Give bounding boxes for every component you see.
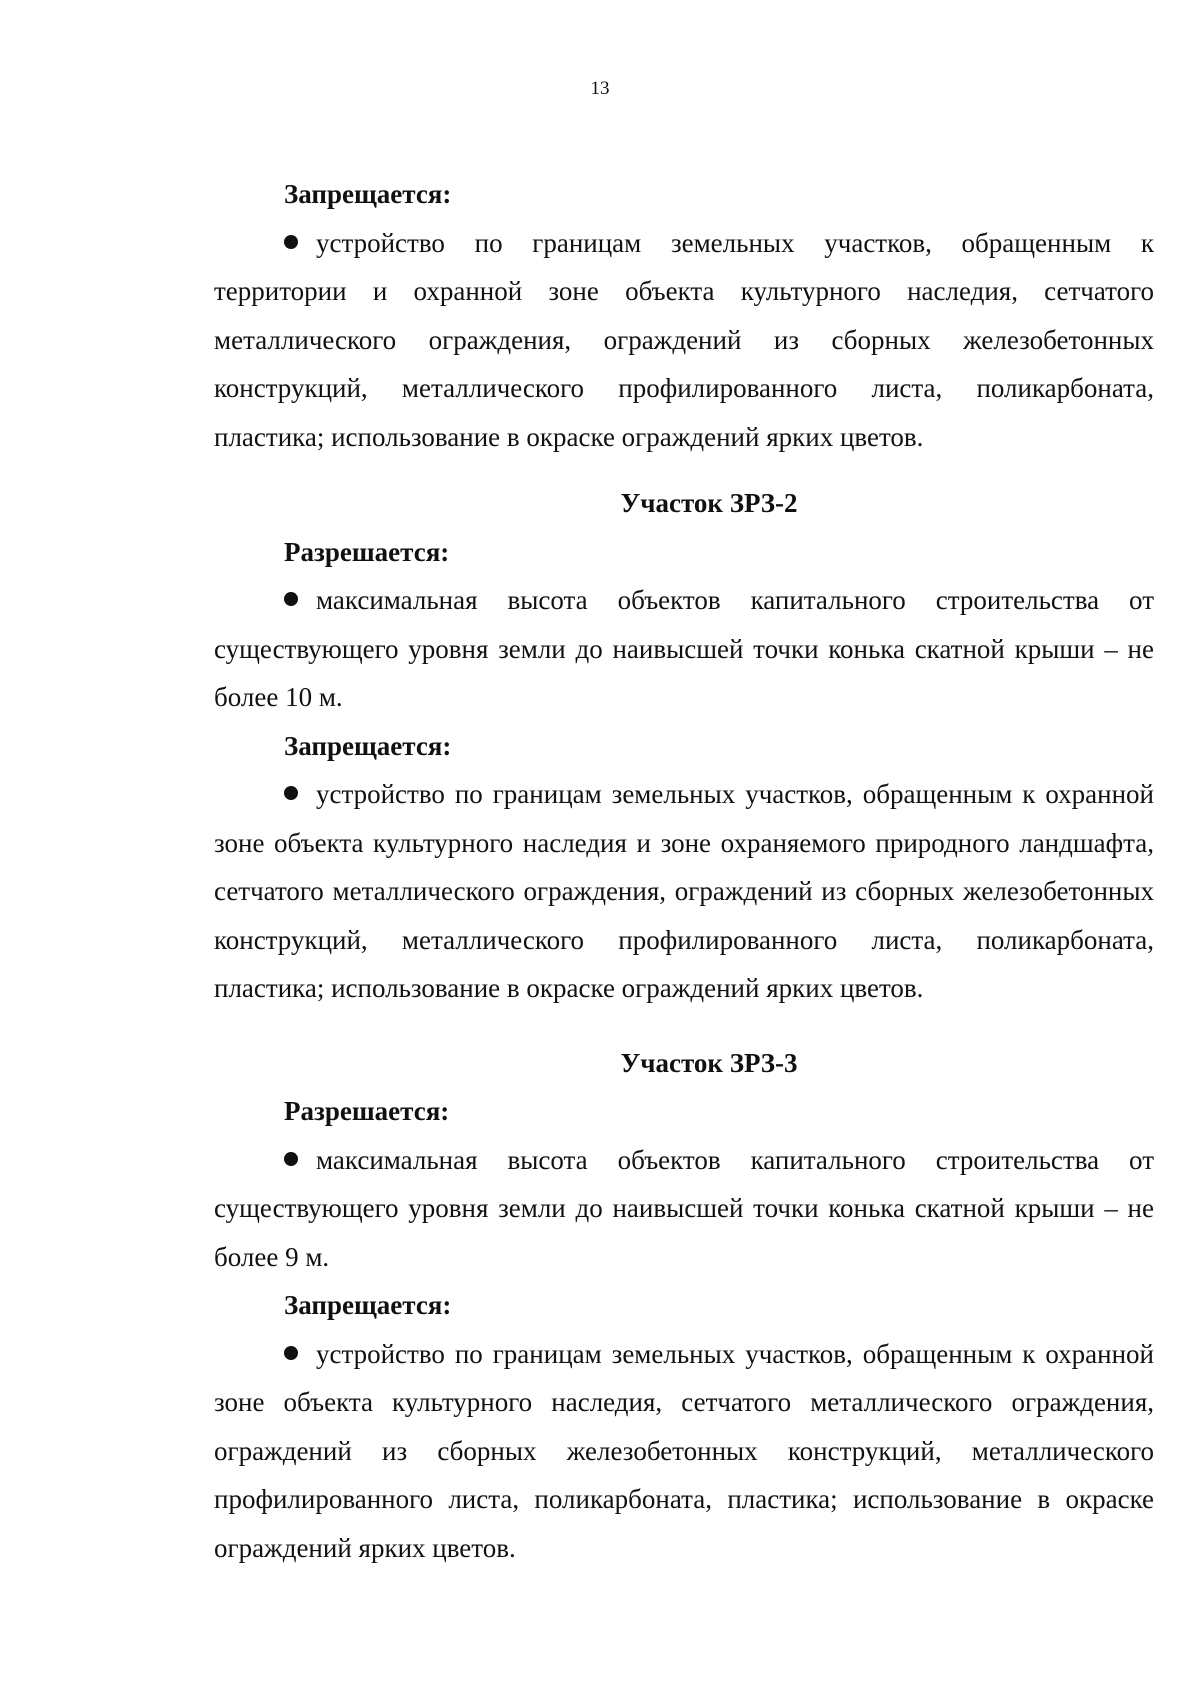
forbidden-label: Запрещается: [284,730,452,761]
bullet-icon [284,592,298,606]
allowed-item [214,576,1154,722]
allowed-label: Разрешается: [284,536,450,567]
bullet-icon [284,1152,298,1166]
forbidden-item-text: устройство по границам земельных участков, обращенным к территории и охранной зоне объекта культурного наследия, сетчатого металлического ограждения, ограждений из сборных железобетонных конструкций, металлического профилированного листа, поликарбоната, пластика; использование в окраске ограждений ярких цветов. [214,227,1154,452]
forbidden-label: Запрещается: [284,1290,452,1320]
forbidden-item [214,770,1154,1013]
bullet-icon [284,1346,298,1360]
allowed-item-text: максимальная высота объектов капитального строительства от существующего уровня земли до наивысшей точки конька скатной крыши – не более 9 м. [214,1144,1154,1272]
forbidden-item-text: устройство по границам земельных участков, обращенным к охранной зоне объекта культурного наследия и зоне охраняемого природного ландшафта, сетчатого металлического ограждения, ограждений из сборных железобетонных конструкций, металлического профилированного листа, поликарбоната, пластика; использование в окраске ограждений ярких цветов. [214,779,1154,1003]
section-heading-zrz-3: Участок ЗРЗ-3 [620,1047,798,1078]
document-body [214,170,1154,1572]
forbidden-label: Запрещается: [284,179,452,209]
allowed-item [214,1136,1154,1282]
allowed-item-text: максимальная высота объектов капитального строительства от существующего уровня земли до наивысшей точки конька скатной крыши – не более 10 м. [214,585,1154,712]
bullet-icon [284,786,298,800]
allowed-label: Разрешается: [284,1096,450,1126]
forbidden-item [214,219,1154,462]
section-heading-zrz-2: Участок ЗРЗ-2 [620,488,798,518]
forbidden-item [214,1330,1154,1573]
page-number: 13 [590,78,610,99]
forbidden-item-text: устройство по границам земельных участков, обращенным к охранной зоне объекта культурного наследия, сетчатого металлического ограждения, ограждений из сборных железобетонных конструкций, металлического профилированного листа, поликарбоната, пластика; использование в окраске ограждений ярких цветов. [214,1338,1154,1563]
bullet-icon [284,235,298,249]
